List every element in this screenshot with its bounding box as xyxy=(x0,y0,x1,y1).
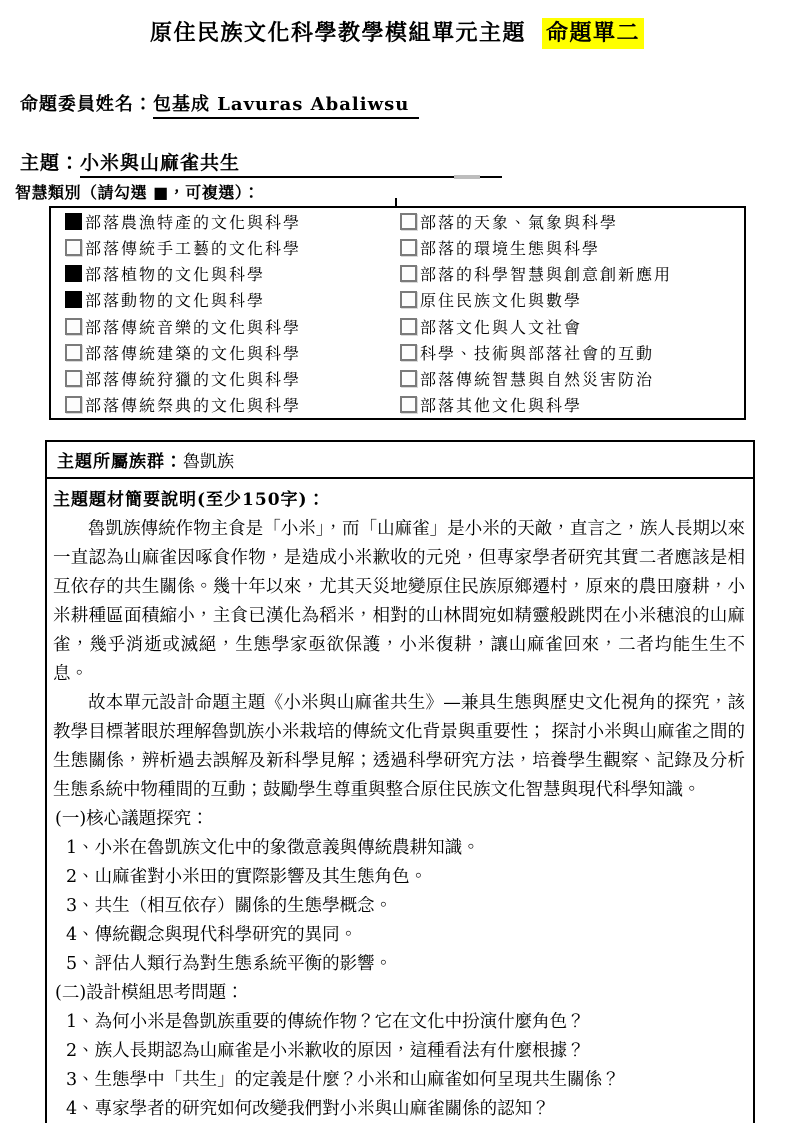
page-title xyxy=(0,16,794,47)
category-option-label: 部落農漁特產的文化與科學 xyxy=(85,212,302,232)
description-cell xyxy=(47,479,753,1123)
body-paragraph: 故本單元設計命題主題《小米與山麻雀共生》—兼具生態與歷史文化視角的探究，該教學目標著眼於理解魯凱族小米栽培的傳統文化背景與重要性； 探討小米與山麻雀之間的生態關係，辨析過去誤解及新科學見解；透過科學研究方法，培養學生觀察、記錄及分析生態系統中物種間的互動；鼓勵學生尊重與整合原住民族文化智慧與現代科學知識。 xyxy=(53,693,745,800)
body-item: 2、族人長期認為山麻雀是小米歉收的原因，這種看法有什麼根據？ xyxy=(66,1041,585,1061)
checkbox-empty-icon[interactable] xyxy=(65,396,82,413)
category-table xyxy=(49,206,746,420)
body-item: 5、評估人類行為對生態系統平衡的影響。 xyxy=(66,954,393,974)
body-line: (二)設計模組思考問題： xyxy=(55,983,244,1003)
checkbox-empty-icon[interactable] xyxy=(65,344,82,361)
category-option-label: 部落植物的文化與科學 xyxy=(85,265,266,285)
checkbox-empty-icon[interactable] xyxy=(65,239,82,256)
tribe-value: 魯凱族 xyxy=(183,452,234,472)
category-option-row xyxy=(400,392,744,418)
body-item: 3、生態學中「共生」的定義是什麼？小米和山麻雀如何呈現共生關係？ xyxy=(66,1070,620,1090)
checkbox-empty-icon[interactable] xyxy=(65,370,82,387)
checkbox-empty-icon[interactable] xyxy=(400,213,417,230)
underline-smudge-mark xyxy=(454,175,480,179)
body-item: 4、專家學者的研究如何改變我們對小米與山麻雀關係的認知？ xyxy=(66,1099,550,1119)
category-option-row xyxy=(400,366,744,392)
body-item: 1、小米在魯凱族文化中的象徵意義與傳統農耕知識。 xyxy=(66,838,480,858)
checkbox-checked-icon[interactable] xyxy=(65,265,82,282)
body-paragraph: 魯凱族傳統作物主食是「小米」，而「山麻雀」是小米的天敵，直言之，族人長期以來一直認為山麻雀因啄食作物，是造成小米歉收的元兇，但專家學者研究其實二者應該是相互依存的共生關係。幾十年以來，尤其天災地變原住民族原鄉遷村，原來的農田廢耕，小米耕種區面積縮小，主食已漢化為稻米，相對的山林間宛如精靈般跳閃在小米穗浪的山麻雀，幾乎消逝或滅絕，生態學家亟欲保護，小米復耕，讓山麻雀回來，二者均能生生不息。 xyxy=(53,519,745,684)
body-item: 2、山麻雀對小米田的實際影響及其生態角色。 xyxy=(66,867,428,887)
category-option-label: 部落傳統狩獵的文化與科學 xyxy=(85,370,302,390)
body-line: (一)核心議題探究： xyxy=(55,809,209,829)
description-heading: 主題題材簡要說明(至少150字)： xyxy=(53,490,326,510)
category-column-left xyxy=(51,208,396,418)
category-option-row xyxy=(400,339,744,365)
body-item: 3、共生（相互依存）關係的生態學概念。 xyxy=(66,896,393,916)
category-option-row xyxy=(65,287,396,313)
category-option-label: 部落的科學智慧與創意創新應用 xyxy=(420,265,673,285)
topic-row xyxy=(20,148,502,178)
category-option-label: 部落的環境生態與科學 xyxy=(420,238,601,258)
checkbox-empty-icon[interactable] xyxy=(400,318,417,335)
body-item: 4、傳統觀念與現代科學研究的異同。 xyxy=(66,925,358,945)
checkbox-checked-icon[interactable] xyxy=(65,213,82,230)
category-option-row xyxy=(65,234,396,260)
category-option-label: 部落文化與人文社會 xyxy=(420,317,583,337)
category-option-row xyxy=(400,287,744,313)
category-option-label: 部落傳統祭典的文化與科學 xyxy=(85,396,302,416)
category-option-row xyxy=(65,313,396,339)
topic-value-text: 小米與山麻雀共生 xyxy=(80,152,241,174)
committee-name-value[interactable]: 包基成 Lavuras Abaliwsu xyxy=(153,90,419,119)
checkbox-empty-icon[interactable] xyxy=(400,370,417,387)
category-option-label: 部落傳統建築的文化與科學 xyxy=(85,343,302,363)
committee-name-row xyxy=(20,90,419,119)
category-option-row xyxy=(400,208,744,234)
category-option-row xyxy=(65,392,396,418)
category-option-label: 部落動物的文化與科學 xyxy=(85,291,266,311)
description-body xyxy=(53,515,745,1123)
checkbox-empty-icon[interactable] xyxy=(400,344,417,361)
category-option-row xyxy=(400,261,744,287)
category-option-label: 部落傳統智慧與自然災害防治 xyxy=(420,370,655,390)
checkbox-empty-icon[interactable] xyxy=(400,265,417,282)
topic-label: 主題： xyxy=(20,152,81,174)
committee-name-label: 命題委員姓名： xyxy=(20,94,153,115)
tribe-row xyxy=(47,442,753,479)
body-item: 1、為何小米是魯凱族重要的傳統作物？它在文化中扮演什麼角色？ xyxy=(66,1012,585,1032)
category-option-row xyxy=(400,313,744,339)
detail-table xyxy=(45,440,755,1123)
tribe-label: 主題所屬族群： xyxy=(57,452,183,472)
category-option-label: 部落傳統手工藝的文化科學 xyxy=(85,238,302,258)
category-option-label: 部落其他文化與科學 xyxy=(420,396,583,416)
category-option-row xyxy=(400,234,744,260)
checkbox-empty-icon[interactable] xyxy=(400,239,417,256)
category-option-label: 部落的天象、氣象與科學 xyxy=(420,212,619,232)
category-option-row xyxy=(65,208,396,234)
category-column-right xyxy=(396,208,744,418)
checkbox-empty-icon[interactable] xyxy=(400,291,417,308)
topic-value[interactable] xyxy=(80,148,502,178)
category-heading: 智慧類別（請勾選 ■，可複選）： xyxy=(15,183,260,202)
checkbox-empty-icon[interactable] xyxy=(65,318,82,335)
category-option-row xyxy=(65,261,396,287)
category-option-label: 部落傳統音樂的文化與科學 xyxy=(85,317,302,337)
page-title-text: 原住民族文化科學教學模組單元主題 xyxy=(149,20,526,46)
checkbox-checked-icon[interactable] xyxy=(65,291,82,308)
category-option-row xyxy=(65,339,396,365)
category-option-row xyxy=(65,366,396,392)
category-option-label: 原住民族文化與數學 xyxy=(420,291,583,311)
category-option-label: 科學、技術與部落社會的互動 xyxy=(420,343,655,363)
column-divider-tick xyxy=(395,198,397,208)
checkbox-empty-icon[interactable] xyxy=(400,396,417,413)
title-highlight-badge: 命題單二 xyxy=(542,18,644,49)
